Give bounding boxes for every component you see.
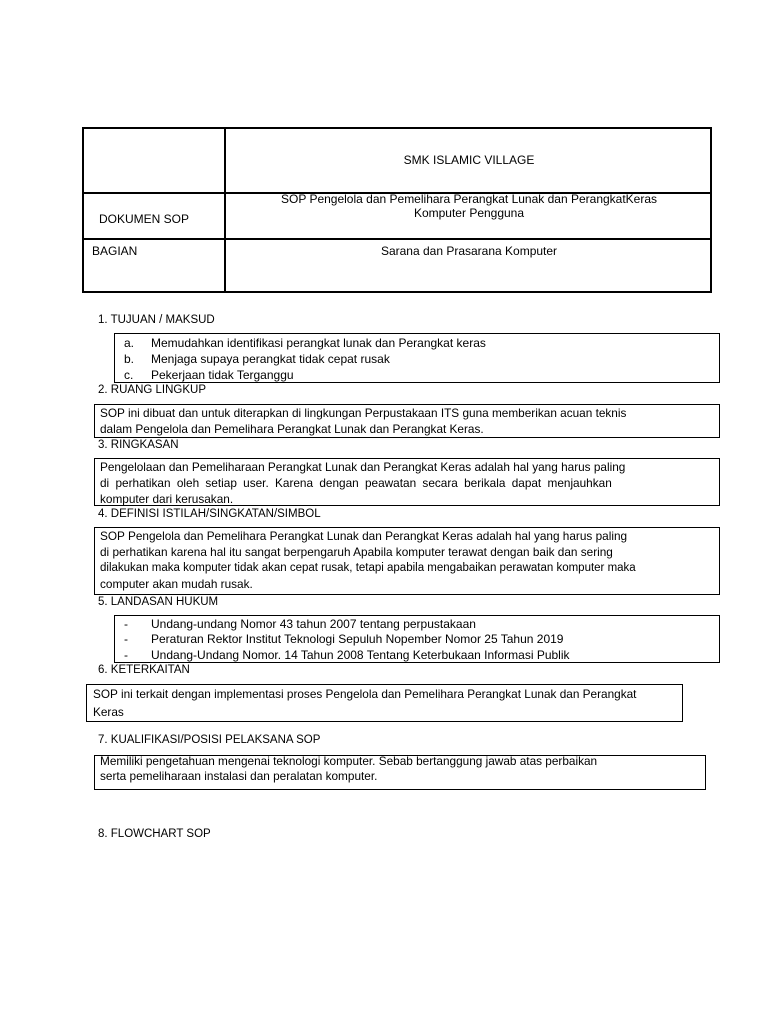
document-label: DOKUMEN SOP bbox=[99, 212, 190, 226]
paragraph-line: di perhatikan karena hal itu sangat berpengaruh Apabila komputer terawat dengan baik dan sering bbox=[100, 545, 613, 559]
document-title-line1: SOP Pengelola dan Pemelihara Perangkat Lunak dan PerangkatKeras bbox=[280, 192, 658, 206]
paragraph-line: SOP ini terkait dengan implementasi proses Pengelola dan Pemelihara Perangkat Lunak dan Perangkat bbox=[93, 687, 637, 701]
heading-keterkaitan: 6. KETERKAITAN bbox=[98, 664, 190, 676]
list-marker: - bbox=[124, 617, 128, 631]
list-marker: c. bbox=[124, 368, 134, 382]
heading-ruang-lingkup: 2. RUANG LINGKUP bbox=[98, 384, 206, 396]
heading-tujuan: 1. TUJUAN / MAKSUD bbox=[98, 314, 215, 326]
list-item-text: Undang-Undang Nomor. 14 Tahun 2008 Tentang Keterbukaan Informasi Publik bbox=[151, 648, 570, 662]
list-item bbox=[124, 351, 134, 367]
paragraph-line: Keras bbox=[93, 705, 124, 719]
paragraph-line: SOP ini dibuat dan untuk diterapkan di lingkungan Perpustakaan ITS guna memberikan acuan teknis bbox=[100, 406, 627, 420]
list-marker: - bbox=[124, 632, 128, 646]
list-item-text: Peraturan Rektor Institut Teknologi Sepuluh Nopember Nomor 25 Tahun 2019 bbox=[151, 632, 564, 646]
heading-kualifikasi: 7. KUALIFIKASI/POSISI PELAKSANA SOP bbox=[98, 734, 321, 746]
section-label: BAGIAN bbox=[92, 244, 138, 258]
paragraph-line: dalam Pengelola dan Pemelihara Perangkat Lunak dan Perangkat Keras. bbox=[100, 422, 484, 436]
list-item-text: Menjaga supaya perangkat tidak cepat rusak bbox=[151, 352, 390, 366]
list-item-text: Undang-undang Nomor 43 tahun 2007 tentang perpustakaan bbox=[151, 617, 476, 631]
list-item-text: Memudahkan identifikasi perangkat lunak dan Perangkat keras bbox=[151, 336, 486, 350]
paragraph-line: SOP Pengelola dan Pemelihara Perangkat Lunak dan Perangkat Keras adalah hal yang harus paling bbox=[100, 529, 628, 543]
list-item bbox=[124, 367, 133, 383]
heading-flowchart: 8. FLOWCHART SOP bbox=[98, 828, 211, 840]
heading-definisi: 4. DEFINISI ISTILAH/SINGKATAN/SIMBOL bbox=[98, 508, 321, 520]
section-value: Sarana dan Prasarana Komputer bbox=[380, 244, 558, 258]
paragraph-line: Pengelolaan dan Pemeliharaan Perangkat Lunak dan Perangkat Keras adalah hal yang harus paling bbox=[100, 460, 626, 474]
heading-landasan-hukum: 5. LANDASAN HUKUM bbox=[98, 596, 219, 608]
list-marker: - bbox=[124, 648, 128, 662]
header-row-divider-2 bbox=[82, 238, 712, 240]
list-marker: a. bbox=[124, 336, 135, 350]
paragraph-line: computer akan mudah rusak. bbox=[100, 577, 253, 591]
list-item-text: Pekerjaan tidak Terganggu bbox=[151, 368, 294, 382]
paragraph-line: Memiliki pengetahuan mengenai teknologi komputer. Sebab bertanggung jawab atas perbaikan bbox=[100, 754, 598, 768]
list-item bbox=[124, 335, 134, 351]
paragraph-line: di perhatikan oleh setiap user. Karena dengan peawatan secara berikala dapat menjauhkan bbox=[100, 476, 612, 490]
paragraph-line: serta pemeliharaan instalasi dan peralatan komputer. bbox=[100, 769, 378, 783]
list-marker: b. bbox=[124, 352, 135, 366]
paragraph-line: dilakukan maka komputer tidak akan cepat rusak, tetapi apabila mengabaikan perawatan komputer maka bbox=[100, 562, 636, 574]
heading-ringkasan: 3. RINGKASAN bbox=[98, 439, 179, 451]
document-title-line2: Komputer Pengguna bbox=[413, 206, 525, 220]
paragraph-line: komputer dari kerusakan. bbox=[100, 492, 234, 506]
school-name: SMK ISLAMIC VILLAGE bbox=[403, 153, 535, 167]
